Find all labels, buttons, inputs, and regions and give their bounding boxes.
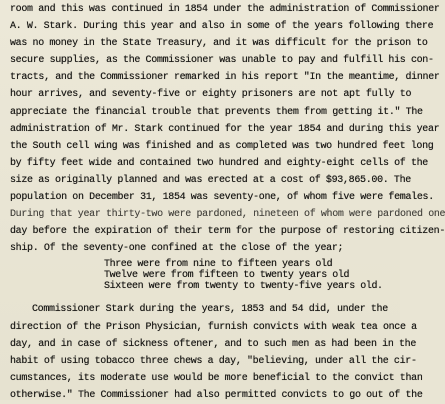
text-line: secure supplies, as the Commissioner was unable to pay and fulfill his con- [10, 55, 434, 67]
text-line: was no money in the State Treasury, and it was difficult for the prison to [10, 38, 428, 50]
text-line: otherwise." The Commissioner had also permitted convicts to go out of the [10, 389, 423, 401]
text-line: population on December 31, 1854 was seventy-one, of whom five were females. [10, 192, 434, 204]
text-line: day before the expiration of their term for the purpose of restoring citizen- [10, 226, 445, 238]
age-list-item: Twelve were from fifteen to twenty years old [104, 270, 350, 282]
text-line: by fifty feet wide and contained two hundred and eighty-eight cells of the [10, 157, 428, 169]
text-line: habit of using tobacco three chews a day, "believing, under all the cir- [10, 355, 417, 367]
text-line: ship. Of the seventy-one confined at the close of the year; [10, 243, 344, 255]
typed-text-block [10, 1, 445, 404]
text-line: appreciate the financial trouble that prevents them from getting it." The [10, 106, 423, 118]
age-list-item: Three were from nine to fifteen years old [104, 259, 333, 271]
text-line: tracts, and the Commissioner remarked in his report "In the meantime, dinner [10, 72, 440, 84]
text-line: During that year thirty-two were pardoned, nineteen of whom were pardoned one [10, 209, 445, 221]
text-line: hour arrives, and seventy-five or eighty prisoners are not apt fully to [10, 89, 412, 101]
text-line: room and this was continued in 1854 under the administration of Commissioner [10, 4, 440, 15]
text-line: the South cell wing was finished and as completed was two hundred feet long [10, 140, 434, 152]
text-line: direction of the Prison Physician, furnish convicts with weak tea once a [10, 321, 417, 333]
text-line: A. W. Stark. During this year and also in some of the years following there [10, 21, 434, 33]
text-line: size as originally planned and was erected at a cost of $93,865.00. The [10, 174, 411, 186]
text-line: cumstances, its moderate use would be more beneficial to the convict than [10, 372, 423, 384]
age-list-item: Sixteen were from twenty to twenty-five years old. [104, 281, 383, 293]
text-line: administration of Mr. Stark continued for the year 1854 and during this year [10, 123, 440, 135]
text-line: Commissioner Stark during the years, 1853 and 54 did, under the [32, 304, 388, 316]
text-line: day, and in case of sickness oftener, and to such men as had been in the [10, 338, 417, 350]
